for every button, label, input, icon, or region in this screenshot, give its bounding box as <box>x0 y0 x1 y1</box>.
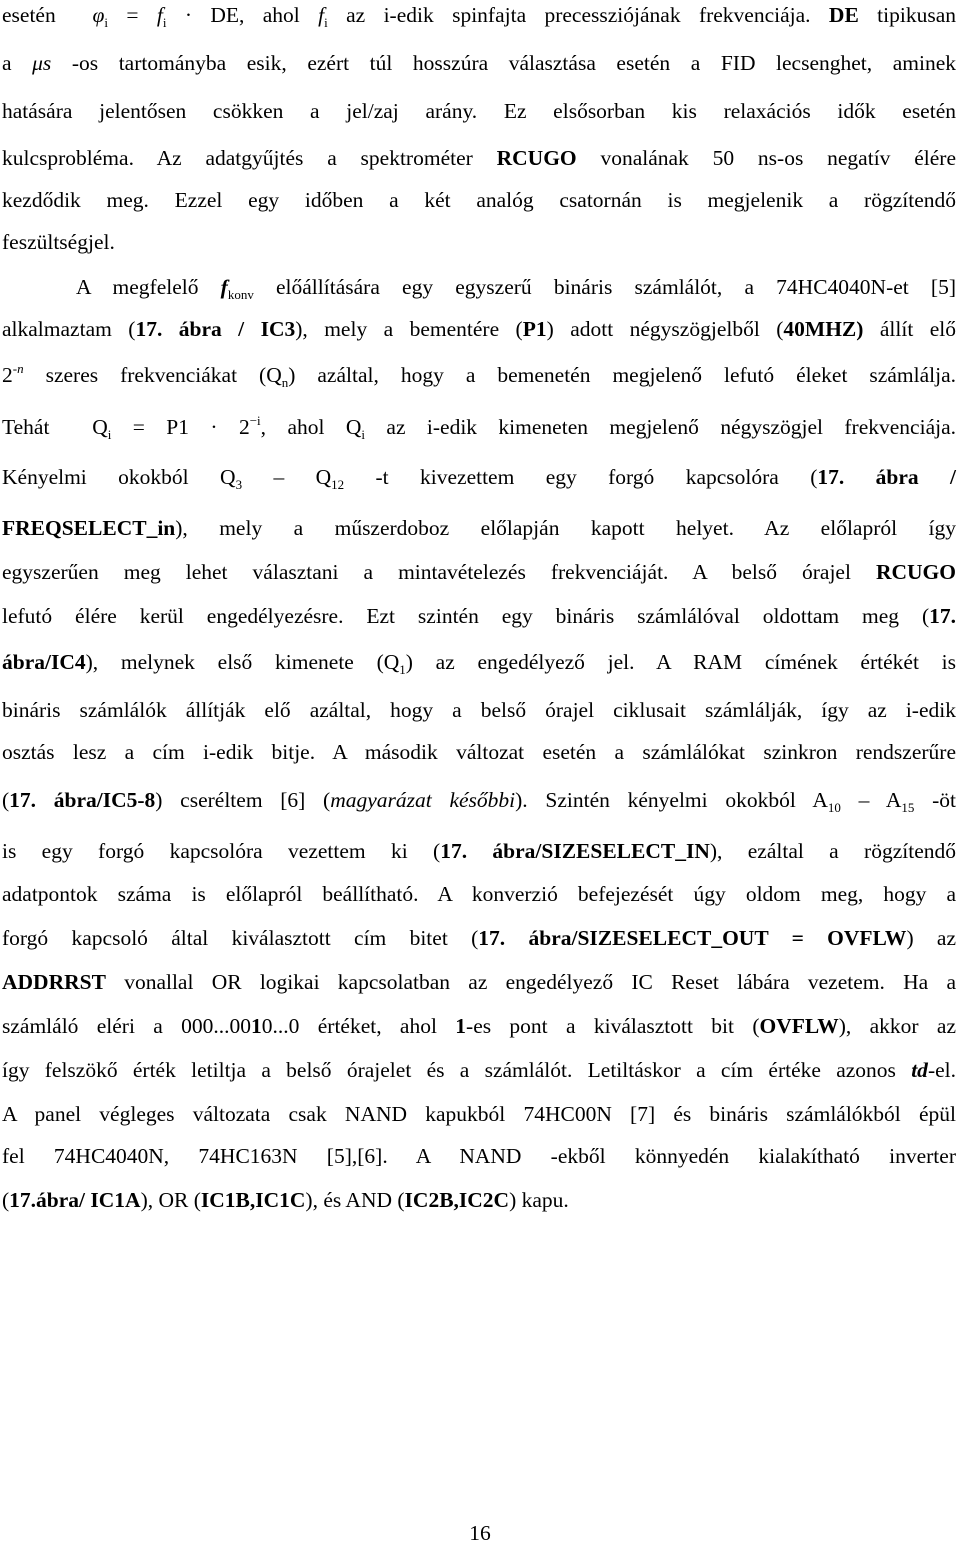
text-line-3: hatására jelentősen csökken a jel/zaj arány. Ez elsősorban kis relaxációs idők esetén <box>2 99 956 123</box>
text-line-20: adatpontok száma is előlapról beállítható. A konverzió befejezését úgy oldom meg, hogy a <box>2 882 956 906</box>
text-line-21: forgó kapcsoló által kiválasztott cím bitet (17. ábra/SIZESELECT_OUT = OVFLW) az <box>2 926 957 950</box>
text-line-17: osztás lesz a cím i-edik bitje. A második változat esetén a számlálókat szinkron rendszerűre <box>2 740 956 764</box>
text-line-18: (17. ábra/IC5-8) cseréltem [6] (magyarázat későbbi). Szintén kényelmi okokból $A_{10} - A_{15}$ -öt <box>2 788 956 815</box>
text-line-22: ADDRRST vonallal OR logikai kapcsolatban az engedélyező IC Reset lábára vezetem. Ha a <box>2 970 956 994</box>
text-line-11: Kényelmi okokból $Q_3 - Q_{12}$ -t kivezettem egy forgó kapcsolóra (17. ábra / <box>2 465 956 492</box>
text-line-19: is egy forgó kapcsolóra vezettem ki (17. ábra/SIZESELECT_IN), ezáltal a rögzítendő <box>2 839 956 863</box>
text-line-16: bináris számlálók állítják elő azáltal, hogy a belső órajel ciklusait számlálják, így az i-edik <box>2 698 956 722</box>
text-line-25: A panel végleges változata csak NAND kapukból 74HC00N [7] és bináris számlálókból épül <box>2 1102 956 1126</box>
text-line-13: egyszerűen meg lehet választani a mintavételezés frekvenciáját. A belső órajel RCUGO <box>2 560 956 584</box>
text-line-15: ábra/IC4), melynek első kimenete $(Q_1)$ az engedélyező jel. A RAM címének értékét is <box>2 650 956 677</box>
text-line-5: kezdődik meg. Ezzel egy időben a két analóg csatornán is megjelenik a rögzítendő <box>2 188 956 212</box>
text-line-9: $2^{-n}$ szeres frekvenciákat $(Q_n)$ azáltal, hogy a bemenetén megjelenő lefutó éleket számlálja. <box>2 361 956 390</box>
text-line-24: így felszökő érték letiltja a belső órajelet és a számlálót. Letiltáskor a cím értéke azonos td-el. <box>2 1058 956 1082</box>
text-line-2: a μs -os tartományba esik, ezért túl hosszúra választása esetén a FID lecsenghet, aminek <box>2 51 957 75</box>
text-line-26: fel 74HC4040N, 74HC163N [5],[6]. A NAND -ekből könnyedén kialakítható inverter <box>2 1144 956 1168</box>
page-number: 16 <box>469 1521 491 1545</box>
text-line-1: esetén $\varphi_i = f_i$ · DE, ahol $f_i$ az i-edik spinfajta precessziójának frekvenciája. DE tipikusan <box>2 3 956 30</box>
text-line-27: (17.ábra/ IC1A), OR (IC1B,IC1C), és AND (IC2B,IC2C) kapu. <box>2 1188 569 1212</box>
text-line-10: Tehát $Q_i = P1 \cdot 2^{-i}$, ahol $Q_i$ az i-edik kimeneten megjelenő négyszögjel frekvenciája. <box>2 413 957 442</box>
text-line-12: FREQSELECT_in), mely a műszerdoboz előlapján kapott helyet. Az előlapról így <box>2 516 956 540</box>
text-line-8: alkalmaztam (17. ábra / IC3), mely a bementére (P1) adott négyszögjelből (40MHZ) állít elő <box>2 317 957 341</box>
text-line-23: számláló eléri a 000...0010...0 értéket, ahol 1-es pont a kiválasztott bit (OVFLW), akkor az <box>2 1014 956 1038</box>
text-line-6: feszültségjel. <box>2 230 115 254</box>
text-line-7: A megfelelő $f_{konv}$ előállítására egy egyszerű bináris számlálót, a 74HC4040N-et [5] <box>76 275 956 302</box>
text-line-14: lefutó élére kerül engedélyezésre. Ezt szintén egy bináris számlálóval oldottam meg (17. <box>2 604 956 628</box>
text-line-4: kulcsprobléma. Az adatgyűjtés a spektrométer RCUGO vonalának 50 ns-os negatív élére <box>2 146 956 170</box>
